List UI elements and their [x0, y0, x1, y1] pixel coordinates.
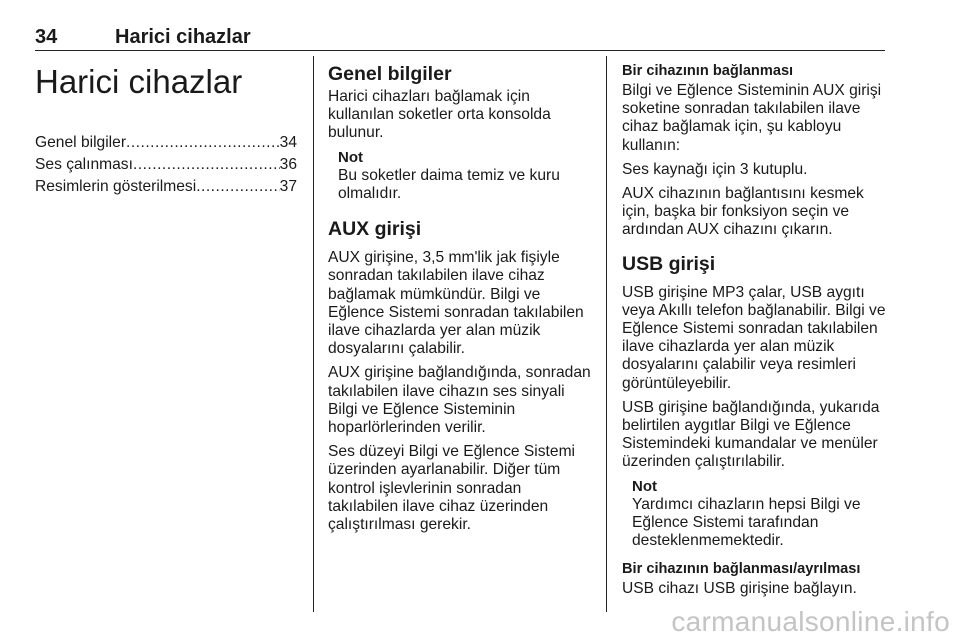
usb-connect-paragraph: USB cihazı USB girişine bağlayın. — [622, 580, 857, 598]
chapter-title: Harici cihazlar — [35, 63, 243, 100]
note-text: Yardımcı cihazların hepsi Bilgi ve Eğlence Sistemi tarafından desteklenmemektedir. — [632, 495, 861, 550]
note-box — [622, 478, 888, 551]
aux-paragraph: AUX girişine, 3,5 mm'lik jak fişiyle sonradan takılabilen ilave cihaz bağlamak mümkündür. Bilgi ve Eğlence Sistemi sonradan takılabilen ilave cihazlarda yer alan müzik dosyalarını çalabilir. — [328, 249, 584, 358]
table-of-contents — [35, 132, 297, 198]
aux-connect-paragraph: AUX cihazının bağlantısını kesmek için, başka bir fonksiyon seçin ve ardından AUX cihazını çıkarın. — [622, 185, 864, 239]
toc-entry[interactable] — [35, 176, 297, 198]
toc-leader — [133, 154, 280, 176]
toc-entry-label: Ses çalınması — [35, 156, 133, 173]
toc-entry-page: 34 — [279, 134, 297, 151]
column-toc — [35, 62, 297, 198]
subheading-usb-connect: Bir cihazının bağlanması/ayrılması — [622, 561, 861, 578]
running-title: Harici cihazlar — [115, 26, 251, 48]
toc-entry-label: Resimlerin gösterilmesi — [35, 178, 197, 195]
section-heading-general: Genel bilgiler — [328, 63, 452, 85]
toc-entry-page: 37 — [279, 178, 297, 195]
general-intro: Harici cihazları bağlamak için kullanılan soketler orta konsolda bulunur. — [328, 88, 551, 142]
section-heading-usb: USB girişi — [622, 252, 716, 275]
aux-connect-paragraph: Ses kaynağı için 3 kutuplu. — [622, 160, 808, 178]
column-general-aux — [328, 62, 593, 540]
note-text: Bu soketler daima temiz ve kuru olmalıdır. — [338, 166, 560, 203]
toc-entry[interactable] — [35, 132, 297, 154]
toc-entry-page: 36 — [279, 156, 297, 173]
watermark: carmanualsonline.info — [671, 606, 950, 637]
section-heading-aux: AUX girişi — [328, 218, 422, 241]
toc-entry-label: Genel bilgiler — [35, 134, 127, 151]
page-header — [35, 26, 885, 51]
aux-connect-paragraph: Bilgi ve Eğlence Sisteminin AUX girişi soketine sonradan takılabilen ilave cihaz bağlamak için, şu kabloyu kullanın: — [622, 82, 882, 154]
aux-paragraph: Ses düzeyi Bilgi ve Eğlence Sistemi üzerinden ayarlanabilir. Diğer tüm kontrol işlevlerinin sonradan takılabilen ilave cihaz üzerinden çalıştırılması gerekir. — [328, 443, 576, 534]
column-aux-usb — [622, 62, 888, 605]
aux-paragraph: AUX girişine bağlandığında, sonradan takılabilen ilave cihazın ses sinyali Bilgi ve Eğlence Sisteminin hoparlörlerinden verilir. — [328, 364, 591, 437]
toc-leader — [196, 176, 279, 198]
note-label: Not — [632, 477, 657, 495]
usb-paragraph: USB girişine MP3 çalar, USB aygıtı veya Akıllı telefon bağlanabilir. Bilgi ve Eğlence Sistemi sonradan takılabilen ilave cihazlarda yer alan müzik dosyalarını çalabilir veya resimleri görüntüleyebilir. — [622, 283, 886, 392]
subheading-aux-connect: Bir cihazının bağlanması — [622, 63, 794, 79]
page-number: 34 — [35, 26, 58, 48]
usb-paragraph: USB girişine bağlandığında, yukarıda belirtilen aygıtlar Bilgi ve Eğlence Sistemindeki kumandalar ve menüler üzerinden çalıştırılabilir. — [622, 398, 880, 471]
column-divider — [313, 56, 314, 612]
note-box — [328, 149, 593, 204]
toc-leader — [126, 132, 280, 154]
toc-entry[interactable] — [35, 154, 297, 176]
note-label: Not — [338, 148, 363, 166]
column-divider — [606, 56, 607, 612]
